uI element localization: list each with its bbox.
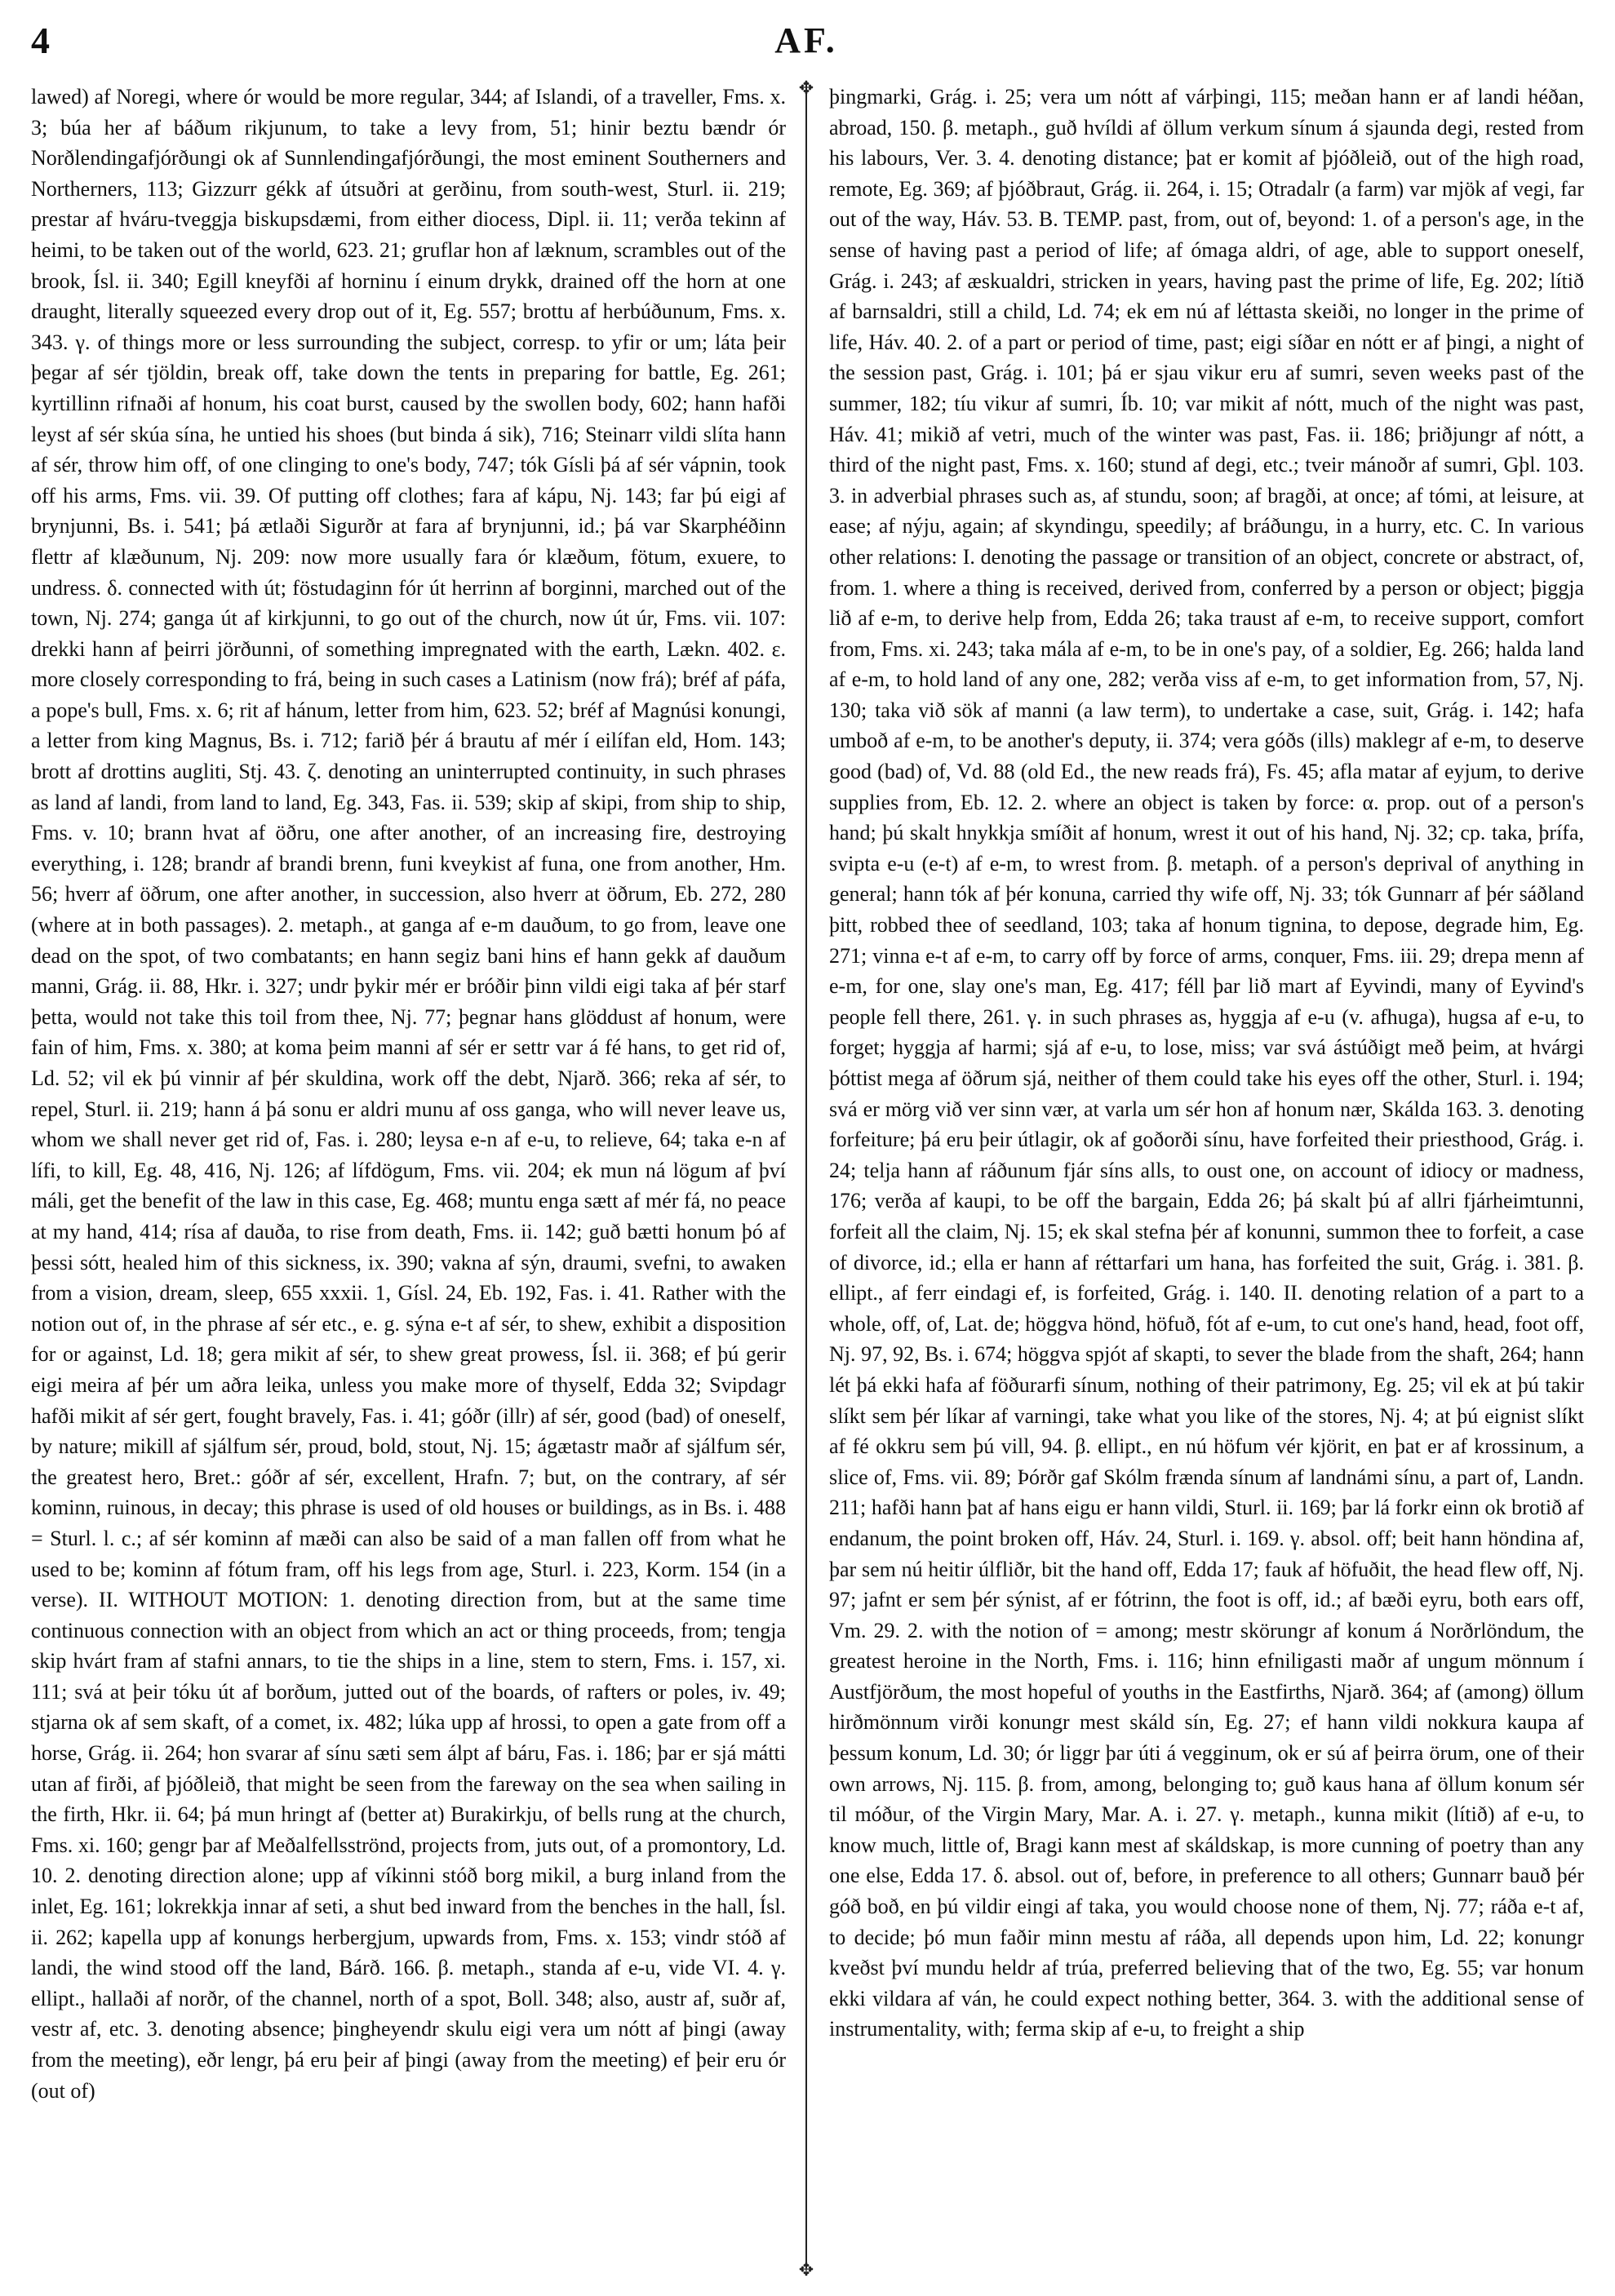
divider-ornament-bottom-icon: ✥ [798,2260,814,2280]
running-head [31,15,1582,67]
column-divider [805,82,807,2268]
page-number: 4 [31,20,50,61]
left-column [31,82,786,2276]
divider-ornament-top-icon: ✥ [798,78,814,99]
right-column-text: þingmarki, Grág. i. 25; vera um nótt af várþingi, 115; meðan hann er af landi héðan, abroad, 150. β. metaph., guð hvíldi af öllum verkum sínum á sjaunda degi, rested from his labours, Ver. 3. 4. denoting distance; þat er komit af þjóðleið, out of the high road, remote, Eg. 369; af þjóðbraut, Grág. ii. 264, i. 15; Otradalr (a farm) var mjök af vegi, far out of the way, Háv. 53. B. TEMP. past, from, out of, beyond: 1. of a person's age, in the sense of having past a period of life; af ómaga aldri, of age, able to support oneself, Grág. i. 243; af æskualdri, stricken in years, having past the prime of life, Eg. 202; lítið af barnsaldri, still a child, Ld. 74; ek em nú af léttasta skeiði, no longer in the prime of life, Háv. 40. 2. of a part or period of time, past; eigi síðar en nótt er af þingi, a night of the session past, Grág. i. 101; þá er sjau vikur eru af sumri, seven weeks past of the summer, 182; tíu vikur af sumri, Íb. 10; var mikit af nótt, much of the night was past, Háv. 41; mikið af vetri, much of the winter was past, Fas. ii. 186; þriðjungr af nótt, a third of the night past, Fms. x. 160; stund af degi, etc.; tveir mánoðr af sumri, Gþl. 103. 3. in adverbial phrases such as, af stundu, soon; af bragði, at once; af tómi, at leisure, at ease; af nýju, again; af skyndingu, speedily; af bráðungu, in a hurry, etc. C. In various other relations: I. denoting the passage or transition of an object, concrete or abstract, of, from. 1. where a thing is received, derived from, conferred by a person or object; þiggja lið af e-m, to derive help from, Edda 26; taka traust af e-m, to receive support, comfort from, Fms. xi. 243; taka mála af e-m, to be in one's pay, of a soldier, Eg. 266; halda land af e-m, to hold land of any one, 282; verða viss af e-m, to get information from, 57, Nj. 130; taka við sök af manni (a law term), to undertake a case, suit, Grág. i. 142; hafa umboð af e-m, to be another's deputy, ii. 374; vera góðs (ills) maklegr af e-m, to deserve good (bad) of, Vd. 88 (old Ed., the new reads frá), Fs. 45; afla matar af eyjum, to derive supplies from, Eb. 12. 2. where an object is taken by force: α. prop. out of a person's hand; þú skalt hnykkja smíðit af honum, wrest it out of his hand, Nj. 32; cp. taka, þrífa, svipta e-u (e-t) af e-m, to wrest from. β. metaph. of a person's deprival of anything in general; hann tók af þér konuna, carried thy wife off, Nj. 33; tók Gunnarr af þér sáðland þitt, robbed thee of seedland, 103; taka af honum tignina, to depose, degrade him, Eg. 271; vinna e-t af e-m, to carry off by force of arms, conquer, Fms. iii. 29; drepa menn af e-m, for one, slay one's man, Eg. 417; féll þar lið mart af Eyvindi, many of Eyvind's people fell there, 261. γ. in such phrases as, hyggja af e-u (v. afhuga), hugsa af e-u, to forget; hyggja af harmi; sjá af e-u, to lose, miss; var svá ástúðigt með þeim, at hvárgi þóttist mega af öðrum sjá, neither of them could take his eyes off the other, Sturl. i. 194; svá er mörg við ver sinn vær, at varla um sér hon af honum nær, Skálda 163. 3. denoting forfeiture; þá eru þeir útlagir, ok af goðorði sínu, have forfeited their priesthood, Grág. i. 24; telja hann af ráðunum fjár síns alls, to oust one, on account of idiocy or madness, 176; verða af kaupi, to be off the bargain, Edda 26; þá skalt þú af allri fjárheimtunni, forfeit all the claim, Nj. 15; ek skal stefna þér af konunni, summon thee to forfeit, a case of divorce, id.; ella er hann af réttarfari um hana, has forfeited the suit, Grág. i. 381. β. ellipt., af ferr eindagi ef, is forfeited, Grág. i. 140. II. denoting relation of a part to a whole, off, of, Lat. de; höggva hönd, höfuð, fót af e-um, to cut one's hand, head, foot off, Nj. 97, 92, Bs. i. 674; höggva spjót af skapti, to sever the blade from the shaft, 264; hann lét þá ekki hafa af föðurarfi sínum, nothing of their patrimony, Eg. 25; vil ek at þú takir slíkt sem þér líkar af varningi, take what you like of the stores, Nj. 4; at þú eignist slíkt af fé okkru sem þú vill, 94. β. ellipt., en nú höfum vér kjörit, en þat er af krossinum, a slice of, Fms. vii. 89; Þórðr gaf Skólm frænda sínum af landnámi sínu, a part of, Landn. 211; hafði hann þat af hans eigu er hann vildi, Sturl. ii. 169; þar lá forkr einn ok brotið af endanum, the point broken off, Háv. 24, Sturl. i. 169. γ. absol. off; beit hann höndina af, þar sem nú heitir úlfliðr, bit the hand off, Edda 17; fauk af höfuðit, the head flew off, Nj. 97; jafnt er sem þér sýnist, af er fótrinn, the foot is off, id.; af bæði eyru, both ears off, Vm. 29. 2. with the notion of = among; mestr skörungr af konum á Norðrlöndum, the greatest heroine in the North, Fms. i. 116; hinn efniligasti maðr af ungum mönnum í Austfjörðum, the most hopeful of youths in the Eastfirths, Njarð. 364; af (among) öllum hirðmönnum virði konungr mest skáld sín, Eg. 27; ef hann vildi nokkura kaupa af þessum konum, Ld. 30; ór liggr þar úti á vegginum, ok er sú af þeirra örum, one of their own arrows, Nj. 115. β. from, among, belonging to; guð kaus hana af öllum konum sér til móður, of the Virgin Mary, Mar. A. i. 27. γ. metaph., kunna mikit (lítið) af e-u, to know much, little of, Bragi kann mest af skáldskap, is more cunning of poetry than any one else, Edda 17. δ. absol. out of, before, in preference to all others; Gunnarr bauð þér góð boð, en þú vildir eingi af taka, you would choose none of them, Nj. 77; ráða e-t af, to decide; þó mun faðir minn mestu af ráða, all depends upon him, Ld. 22; konungr kveðst því mundu heldr af trúa, preferred believing that of the two, Eg. 55; var honum ekki vildara af ván, he could expect nothing better, 364. 3. with the additional sense of instrumentality, with; ferma skip af e-u, to freight a ship [829,85,1584,2041]
running-headword: AF. [774,20,838,60]
left-column-text: lawed) af Noregi, where ór would be more regular, 344; af Islandi, of a traveller, Fms. x. 3; búa her af báðum rikjunum, to take a levy from, 51; hinir beztu bændr ór Norðlendingafjórðungi ok af Sunnlendingafjórðungi, the most eminent Southerners and Northerners, 113; Gizzurr gékk af útsuðri at gerðinu, from south-west, Sturl. ii. 219; prestar af hváru-tveggja biskupsdæmi, from either diocess, Dipl. ii. 11; verða tekinn af heimi, to be taken out of the world, 623. 21; gruflar hon af læknum, scrambles out of the brook, Ísl. ii. 340; Egill kneyfði af horninu í einum drykk, drained off the horn at one draught, literally squeezed every drop out of it, Eg. 557; brottu af herbúðunum, Fms. x. 343. γ. of things more or less surrounding the subject, corresp. to yfir or um; láta þeir þegar af sér tjöldin, break off, take down the tents in preparing for battle, Eg. 261; kyrtillinn rifnaði af honum, his coat burst, caused by the swollen body, 602; hann hafði leyst af sér skúa sína, he untied his shoes (but binda á sik), 716; Steinarr vildi slíta hann af sér, throw him off, of one clinging to one's body, 747; tók Gísli þá af sér vápnin, took off his arms, Fms. vii. 39. Of putting off clothes; fara af kápu, Nj. 143; far þú eigi af brynjunni, Bs. i. 541; þá ætlaði Sigurðr at fara af brynjunni, id.; þá var Skarphéðinn flettr af klæðunum, Nj. 209: now more usually fara ór klæðum, fötum, exuere, to undress. δ. connected with út; föstudaginn fór út herrinn af borginni, marched out of the town, Nj. 274; ganga út af kirkjunni, to go out of the church, now út úr, Fms. vii. 107: drekki hann af þeirri jörðunni, of something impregnated with the earth, Lækn. 402. ε. more closely corresponding to frá, being in such cases a Latinism (now frá); bréf af páfa, a pope's bull, Fms. x. 6; rit af hánum, letter from him, 623. 52; bréf af Magnúsi konungi, a letter from king Magnus, Bs. i. 712; farið þér á brautu af mér í eilífan eld, Hom. 143; brott af drottins augliti, Stj. 43. ζ. denoting an uninterrupted continuity, in such phrases as land af landi, from land to land, Eg. 343, Fas. ii. 539; skip af skipi, from ship to ship, Fms. v. 10; brann hvat af öðru, one after another, of an increasing fire, destroying everything, i. 128; brandr af brandi brenn, funi kveykist af funa, one from another, Hm. 56; hverr af öðrum, one after another, in succession, also hverr at öðrum, Eb. 272, 280 (where at in both passages). 2. metaph., at ganga af e-m dauðum, to go from, leave one dead on the spot, of two combatants; en hann segiz bani hins ef hann gekk af dauðum manni, Grág. ii. 88, Hkr. i. 327; undr þykir mér er bróðir þinn vildi eigi taka af þér starf þetta, would not take this toil from thee, Nj. 77; þegnar hans glöddust af honum, were fain of him, Fms. x. 380; at koma þeim manni af sér er settr var á fé hans, to get rid of, Ld. 52; vil ek þú vinnir af þér skuldina, work off the debt, Njarð. 366; reka af sér, to repel, Sturl. ii. 219; hann á þá sonu er aldri munu af oss ganga, who will never leave us, whom we shall never get rid of, Fas. i. 280; leysa e-n af e-u, to relieve, 64; taka e-n af lífi, to kill, Eg. 48, 416, Nj. 126; af lífdögum, Fms. vii. 204; ek mun ná lögum af því máli, get the benefit of the law in this case, Eg. 468; muntu enga sætt af mér fá, no peace at my hand, 414; rísa af dauða, to rise from death, Fms. ii. 142; guð bætti honum þó af þessi sótt, healed him of this sickness, ix. 390; vakna af sýn, draumi, svefni, to awaken from a vision, dream, sleep, 655 xxxii. 1, Gísl. 24, Eb. 192, Fas. i. 41. Rather with the notion out of, in the phrase af sér etc., e. g. sýna e-t af sér, to shew, exhibit a disposition for or against, Ld. 18; gera mikit af sér, to shew great prowess, Ísl. ii. 368; ef þú gerir eigi meira af þér um aðra leika, unless you make more of thyself, Edda 32; Svipdagr hafði mikit af sér gert, fought bravely, Fas. i. 41; góðr (illr) af sér, good (bad) of oneself, by nature; mikill af sjálfum sér, proud, bold, stout, Nj. 15; ágætastr maðr af sjálfum sér, the greatest hero, Bret.: góðr af sér, excellent, Hrafn. 7; but, on the contrary, af sér kominn, ruinous, in decay; this phrase is used of old houses or buildings, as in Bs. i. 488 = Sturl. l. c.; af sér kominn af mæði can also be said of a man fallen off from what he used to be; kominn af fótum fram, off his legs from age, Sturl. i. 223, Korm. 154 (in a verse). II. WITHOUT MOTION: 1. denoting direction from, but at the same time continuous connection with an object from which an act or thing proceeds, from; tengja skip hvárt fram af stafni annars, to tie the ships in a line, stem to stern, Fms. i. 157, xi. 111; svá at þeir tóku út af borðum, jutted out of the boards, of rafters or poles, iv. 49; stjarna ok af sem skaft, of a comet, ix. 482; lúka upp af hrossi, to open a gate from off a horse, Grág. ii. 264; hon svarar af sínu sæti sem álpt af báru, Fas. i. 186; þar er sjá mátti utan af firði, af þjóðleið, that might be seen from the fareway on the sea when sailing in the firth, Hkr. ii. 64; þá mun hringt af (better at) Burakirkju, of bells rung at the church, Fms. xi. 160; gengr þar af Meðalfellsströnd, projects from, juts out, of a promontory, Ld. 10. 2. denoting direction alone; upp af víkinni stóð borg mikil, a burg inland from the inlet, Eg. 161; lokrekkja innar af seti, a shut bed inward from the benches in the hall, Ísl. ii. 262; kapella upp af konungs herbergjum, upwards from, Fms. x. 153; vindr stóð af landi, the wind stood off the land, Bárð. 166. β. metaph., standa af e-u, vide VI. 4. γ. ellipt., hallaði af norðr, of the channel, north of a spot, Boll. 348; also, austr af, suðr af, vestr af, etc. 3. denoting absence; þingheyendr skulu eigi vera um nótt af þingi (away from the meeting), eðr lengr, þá eru þeir af þingi (away from the meeting) ef þeir eru ór (out of) [31,85,786,2103]
right-column [829,82,1584,2276]
